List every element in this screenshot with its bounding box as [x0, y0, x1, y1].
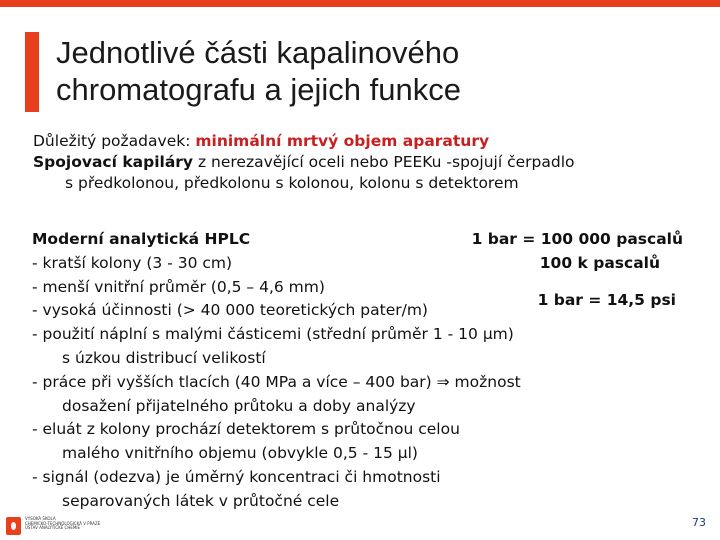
hplc-item: - práce při vyšších tlacích (40 MPa a více – 400 bar) ⇒ možnost [32, 372, 521, 391]
requirement-line-2 [33, 152, 574, 173]
hplc-item-continuation: malého vnitřního objemu (obvykle 0,5 - 15 µl) [62, 444, 418, 463]
hplc-item: - menší vnitřní průměr (0,5 – 4,6 mm) [32, 277, 325, 296]
logo-text-line: ÚSTAV ANALYTICKÉ CHEMIE [25, 525, 81, 531]
hplc-item: - použití náplní s malými částicemi (střední průměr 1 - 10 µm) [32, 325, 514, 344]
university-logo [6, 517, 116, 537]
top-accent-bar [0, 0, 720, 7]
unit-conversion-pascal: 1 bar = 100 000 pascalů [471, 230, 683, 248]
hplc-item: - signál (odezva) je úměrný koncentraci či hmotnosti [32, 467, 441, 486]
hplc-item-continuation: dosažení přijatelného průtoku a doby analýzy [62, 396, 416, 415]
capillaries-desc: z nerezavějící oceli nebo PEEKu -spojují čerpadlo [193, 153, 575, 171]
hplc-item: - kratší kolony (3 - 30 cm) [32, 253, 233, 272]
university-logo-icon [6, 517, 21, 535]
title-accent-bar [25, 32, 39, 112]
unit-conversion-psi: 1 bar = 14,5 psi [537, 291, 676, 309]
requirement-line-1 [33, 131, 574, 152]
logo-text-line: VYSOKÁ ŠKOLA [25, 516, 56, 521]
logo-text-line: CHEMICKO-TECHNOLOGICKÁ V PRAZE [25, 520, 101, 526]
requirement-highlight: minimální mrtvý objem aparatury [195, 132, 490, 150]
capillaries-term: Spojovací kapiláry [33, 153, 194, 171]
requirement-line-3: s předkolonou, předkolonu s kolonou, kolonu s detektorem [65, 174, 519, 192]
slide-title [56, 34, 696, 108]
hplc-heading: Moderní analytická HPLC [32, 230, 251, 248]
requirement-block [33, 131, 574, 194]
hplc-item: - vysoká účinnosti (> 40 000 teoretických pater/m) [32, 301, 428, 320]
title-line-1: Jednotlivé části kapalinového [56, 35, 460, 70]
hplc-block [32, 228, 521, 514]
hplc-item-continuation: separovaných látek v průtočné cele [62, 491, 340, 510]
hplc-item: - eluát z kolony prochází detektorem s průtočnou celou [32, 420, 460, 439]
title-line-2: chromatografu a jejich funkce [56, 72, 461, 107]
requirement-prefix: Důležitý požadavek: [33, 132, 196, 150]
unit-conversion-kpascal: 100 k pascalů [539, 254, 660, 272]
university-logo-text [25, 517, 100, 531]
page-number: 73 [692, 516, 706, 529]
hplc-item-continuation: s úzkou distribucí velikostí [62, 348, 266, 367]
